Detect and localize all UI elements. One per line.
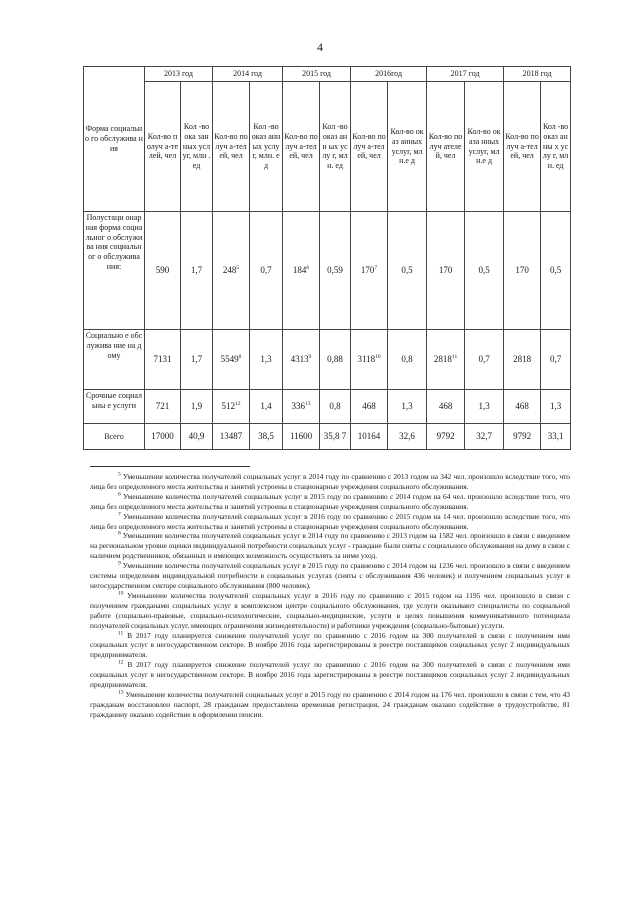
services-count-header: Кол -во оказ анн ых услу г, млн. ед xyxy=(320,82,351,212)
table-cell xyxy=(181,390,213,424)
table-cell xyxy=(250,390,283,424)
footnote-ref[interactable]: 10 xyxy=(375,354,381,361)
cell-value: 5549 xyxy=(220,354,239,365)
footnote-ref[interactable]: 12 xyxy=(235,401,241,408)
cell-value: 0,7 xyxy=(549,354,562,365)
table-row xyxy=(84,390,571,424)
year-header: 2013 год xyxy=(145,67,213,82)
table-cell xyxy=(145,330,181,390)
cell-value: 248 xyxy=(222,265,237,276)
footnote-ref[interactable]: 8 xyxy=(238,354,242,361)
table-cell xyxy=(465,330,504,390)
table-cell xyxy=(351,330,388,390)
cell-value: 7131 xyxy=(153,354,172,365)
footnote xyxy=(90,591,570,631)
table-row xyxy=(84,330,571,390)
footnote-text: Уменьшение количества получателей социальных услуг в 2015 году по сравнению с 2014 годом на 64 чел. произошло вследствие того, что лица без определенного места жительства и занятий устроены в стационарные учреждения социального обслуживания. xyxy=(90,491,570,511)
table-cell xyxy=(283,390,320,424)
footnote-separator xyxy=(90,466,250,467)
cell-value: 1,3 xyxy=(260,354,272,365)
year-header: 2014 год xyxy=(213,67,283,82)
table-cell xyxy=(541,424,571,450)
row-label: Всего xyxy=(84,424,145,450)
footnote-text: Уменьшение количества получателей социальных услуг в 2015 году по сравнению с 2014 годом на 176 чел. произошло в связи с тем, что 43 гражданам восстановлен паспорт, 28 гражданам предоставлена временная регистрация, 24 гражданам оказано содействие в трудоустройстве, 81 гражданину оказано содействие в оформлении пенсии. xyxy=(90,689,570,719)
cell-value: 0,5 xyxy=(401,265,413,276)
cell-value: 33,1 xyxy=(547,431,564,442)
table-cell xyxy=(388,390,427,424)
recipients-count-header: Кол-во получ а-телей, чел xyxy=(145,82,181,212)
table-cell xyxy=(427,390,465,424)
footnote-ref[interactable]: 11 xyxy=(451,354,458,361)
year-header: 2016год xyxy=(351,67,427,82)
year-header: 2018 год xyxy=(504,67,571,82)
cell-value: 0,8 xyxy=(329,401,341,412)
footnote-text: В 2017 году планируется снижение получателей услуг по сравнению с 2016 годом на 300 получателей в связи с получением ими социальных услуг в негосударственном секторе. В ноябре 2016 года зарегистрированы в реестре поставщиков социальных услуг 2 индивидуальных предпринимателя. xyxy=(90,660,570,690)
row-label: Срочные социальны е услуги xyxy=(84,390,145,424)
cell-value: 2818 xyxy=(433,354,452,365)
footnote-number: 9 xyxy=(118,560,121,567)
table-cell xyxy=(283,212,320,330)
footnote-text: В 2017 году планируется снижение получателей услуг по сравнению с 2016 годом на 300 получателей в связи с получением ими социальных услуг в негосударственном секторе. В ноябре 2016 года зарегистрированы в реестре поставщиков социальных услуг 2 индивидуальных предпринимателя. xyxy=(90,630,570,660)
table-cell xyxy=(250,330,283,390)
cell-value: 32,6 xyxy=(399,431,415,442)
recipients-count-header: Кол-во получ а-телей, чел xyxy=(504,82,541,212)
cell-value: 0,59 xyxy=(327,265,343,276)
table-cell xyxy=(427,212,465,330)
table-cell xyxy=(213,424,250,450)
table-cell xyxy=(145,212,181,330)
cell-value: 468 xyxy=(438,401,453,412)
cell-value: 1,9 xyxy=(190,401,203,412)
footnote-text: Уменьшение количества получателей социальных услуг в 2014 году по сравнению с 2013 годом на 342 чел. произошло вследствие того, что лица без определенного места жительства и занятий устроены в стационарные учреждения социального обслуживания. xyxy=(90,472,570,491)
cell-value: 35,8 7 xyxy=(323,431,347,442)
cell-value: 11600 xyxy=(289,431,313,442)
footnote-text: Уменьшение количества получателей социальных услуг в 2016 году по сравнению с 2015 годом на 1195 чел. произошло в связи с получением гражданами социальных услуг в комплексном центре социального обслуживания, где услуги оказывают специалисты по социальной работе (социально-правовые, социально-психологические, социально-медицинские, услуги в целях повышения коммуникативного потенциала получателей социальных услуг, имеющих ограничения жизнедеятельности) и работники учреждения (социально-бытовые) услуги. xyxy=(90,590,570,630)
cell-value: 32,7 xyxy=(476,431,492,442)
table-cell xyxy=(250,212,283,330)
cell-value: 0,7 xyxy=(260,265,272,276)
footnote xyxy=(90,492,570,512)
page-number: 4 xyxy=(317,40,323,54)
table-cell xyxy=(320,212,351,330)
services-count-header: Кол -во оказ анн ых услу г, млн. ед xyxy=(250,82,283,212)
footnote xyxy=(90,561,570,591)
year-header: 2017 год xyxy=(427,67,504,82)
form-column-header: Форма социально го обслужива ния xyxy=(84,67,145,212)
table-cell xyxy=(283,424,320,450)
table-cell xyxy=(145,390,181,424)
cell-value: 1,7 xyxy=(190,265,203,276)
table-cell xyxy=(465,212,504,330)
services-count-header: Кол-во оказ анных услуг, млн.е д xyxy=(388,82,427,212)
table-cell xyxy=(504,330,541,390)
footnote xyxy=(90,531,570,561)
services-count-header: Кол-во оказа нных услуг, млн.е д xyxy=(465,82,504,212)
footnote-number: 11 xyxy=(118,630,124,637)
table-cell xyxy=(504,424,541,450)
recipients-count-header: Кол-во получ а-телей, чел xyxy=(213,82,250,212)
footnote-ref[interactable]: 5 xyxy=(236,265,240,272)
row-label: Полустаци онарная форма социальног о обслужива ния социальног о обслужива ния: xyxy=(84,212,145,330)
cell-value: 40,9 xyxy=(188,431,205,442)
services-count-header: Кол -во оказ анны х услу г, млн. ед xyxy=(541,82,571,212)
footnote-ref[interactable]: 9 xyxy=(308,354,312,361)
cell-value: 0,88 xyxy=(327,354,343,365)
cell-value: 512 xyxy=(221,401,236,412)
footnote-number: 6 xyxy=(118,491,121,498)
footnote-text: Уменьшение количества получателей социальных услуг в 2015 году по сравнению с 2014 годом на 1236 чел. произошло в связи с введением системы определения индивидуальной потребности в социальных услугах (сняты с обслуживания 436 человек) и получением социальных услуг в негосударственном секторе социального обслуживания (800 человек). xyxy=(90,561,570,590)
footnote-number: 8 xyxy=(118,530,121,537)
table-cell xyxy=(145,424,181,450)
table-cell xyxy=(427,330,465,390)
cell-value: 1,4 xyxy=(260,401,272,412)
cell-value: 170 xyxy=(438,265,453,276)
footnote xyxy=(90,631,570,661)
table-cell xyxy=(504,390,541,424)
table-row xyxy=(84,212,571,330)
cell-value: 3118 xyxy=(357,354,376,365)
table-cell xyxy=(388,424,427,450)
cell-value: 1,7 xyxy=(190,354,203,365)
table-cell xyxy=(181,424,213,450)
footnote-number: 13 xyxy=(118,689,124,696)
table-cell xyxy=(541,330,571,390)
cell-value: 9792 xyxy=(436,431,455,442)
cell-value: 184 xyxy=(292,265,307,276)
footnote xyxy=(90,690,570,720)
cell-value: 10164 xyxy=(357,431,381,442)
cell-value: 17000 xyxy=(151,431,174,442)
footnote-number: 12 xyxy=(118,659,124,666)
table-cell xyxy=(351,424,388,450)
table-cell xyxy=(320,424,351,450)
table-cell xyxy=(504,212,541,330)
table-cell xyxy=(181,330,213,390)
year-header: 2015 год xyxy=(283,67,351,82)
social-services-table xyxy=(83,66,571,450)
table-cell xyxy=(541,390,571,424)
footnote-number: 5 xyxy=(118,471,121,478)
table-cell xyxy=(541,212,571,330)
cell-value: 1,3 xyxy=(401,401,413,412)
cell-value: 170 xyxy=(515,265,529,276)
table-cell xyxy=(320,330,351,390)
recipients-count-header: Кол-во получ а-телей, чел xyxy=(351,82,388,212)
cell-value: 170 xyxy=(360,265,375,276)
footnote-text: Уменьшение количества получателей социальных услуг в 2016 году по сравнению с 2015 годом на 14 чел. произошло вследствие того, что лица без определенного места жительства и занятий устроены в стационарные учреждения социального обслуживания. xyxy=(90,511,570,531)
footnote-ref[interactable]: 7 xyxy=(374,265,378,272)
table-cell xyxy=(388,212,427,330)
cell-value: 38,5 xyxy=(258,431,274,442)
footnote-text: Уменьшение количества получателей социальных услуг в 2014 году по сравнению с 2013 годом на 1582 чел. произошло в связи с введением на региональном уровне оценки индивидуальной потребности социальных услуг - граждане были сняты с социального обслуживания на дому в связи с наличием родственников, обязанных и имеющих возможность осуществлять за ними уход. xyxy=(90,531,570,561)
recipients-count-header: Кол-во получ ателе й, чел xyxy=(427,82,465,212)
table-cell xyxy=(283,330,320,390)
cell-value: 0,5 xyxy=(478,265,490,276)
table-cell xyxy=(181,212,213,330)
footnote xyxy=(90,512,570,532)
recipients-count-header: Кол-во получ а-телей, чел xyxy=(283,82,320,212)
footnote-number: 10 xyxy=(118,590,124,597)
table-cell xyxy=(388,330,427,390)
cell-value: 0,5 xyxy=(549,265,562,276)
table-row xyxy=(84,424,571,450)
cell-value: 0,7 xyxy=(478,354,490,365)
table-cell xyxy=(465,424,504,450)
footnotes xyxy=(90,472,570,720)
cell-value: 721 xyxy=(155,401,170,412)
cell-value: 590 xyxy=(155,265,170,276)
table-cell xyxy=(213,330,250,390)
footnote xyxy=(90,472,570,492)
cell-value: 468 xyxy=(362,401,376,412)
footnote-ref[interactable]: 13 xyxy=(305,401,311,408)
cell-value: 2818 xyxy=(513,354,532,365)
cell-value: 1,3 xyxy=(478,401,490,412)
table-cell xyxy=(427,424,465,450)
cell-value: 468 xyxy=(515,401,529,412)
cell-value: 9792 xyxy=(513,431,532,442)
cell-value: 1,3 xyxy=(549,401,562,412)
table-cell xyxy=(351,390,388,424)
footnote-number: 7 xyxy=(118,511,121,518)
footnote-ref[interactable]: 6 xyxy=(306,265,310,272)
table-cell xyxy=(213,212,250,330)
footnote xyxy=(90,660,570,690)
table-cell xyxy=(320,390,351,424)
row-label: Социально е обслужива ние на дому xyxy=(84,330,145,390)
cell-value: 13487 xyxy=(219,431,243,442)
table-cell xyxy=(213,390,250,424)
table-cell xyxy=(351,212,388,330)
cell-value: 336 xyxy=(291,401,306,412)
cell-value: 4313 xyxy=(290,354,309,365)
table-cell xyxy=(250,424,283,450)
services-count-header: Кол -во ока зан ных усл уг, млн .ед xyxy=(181,82,213,212)
table-cell xyxy=(465,390,504,424)
cell-value: 0,8 xyxy=(401,354,413,365)
